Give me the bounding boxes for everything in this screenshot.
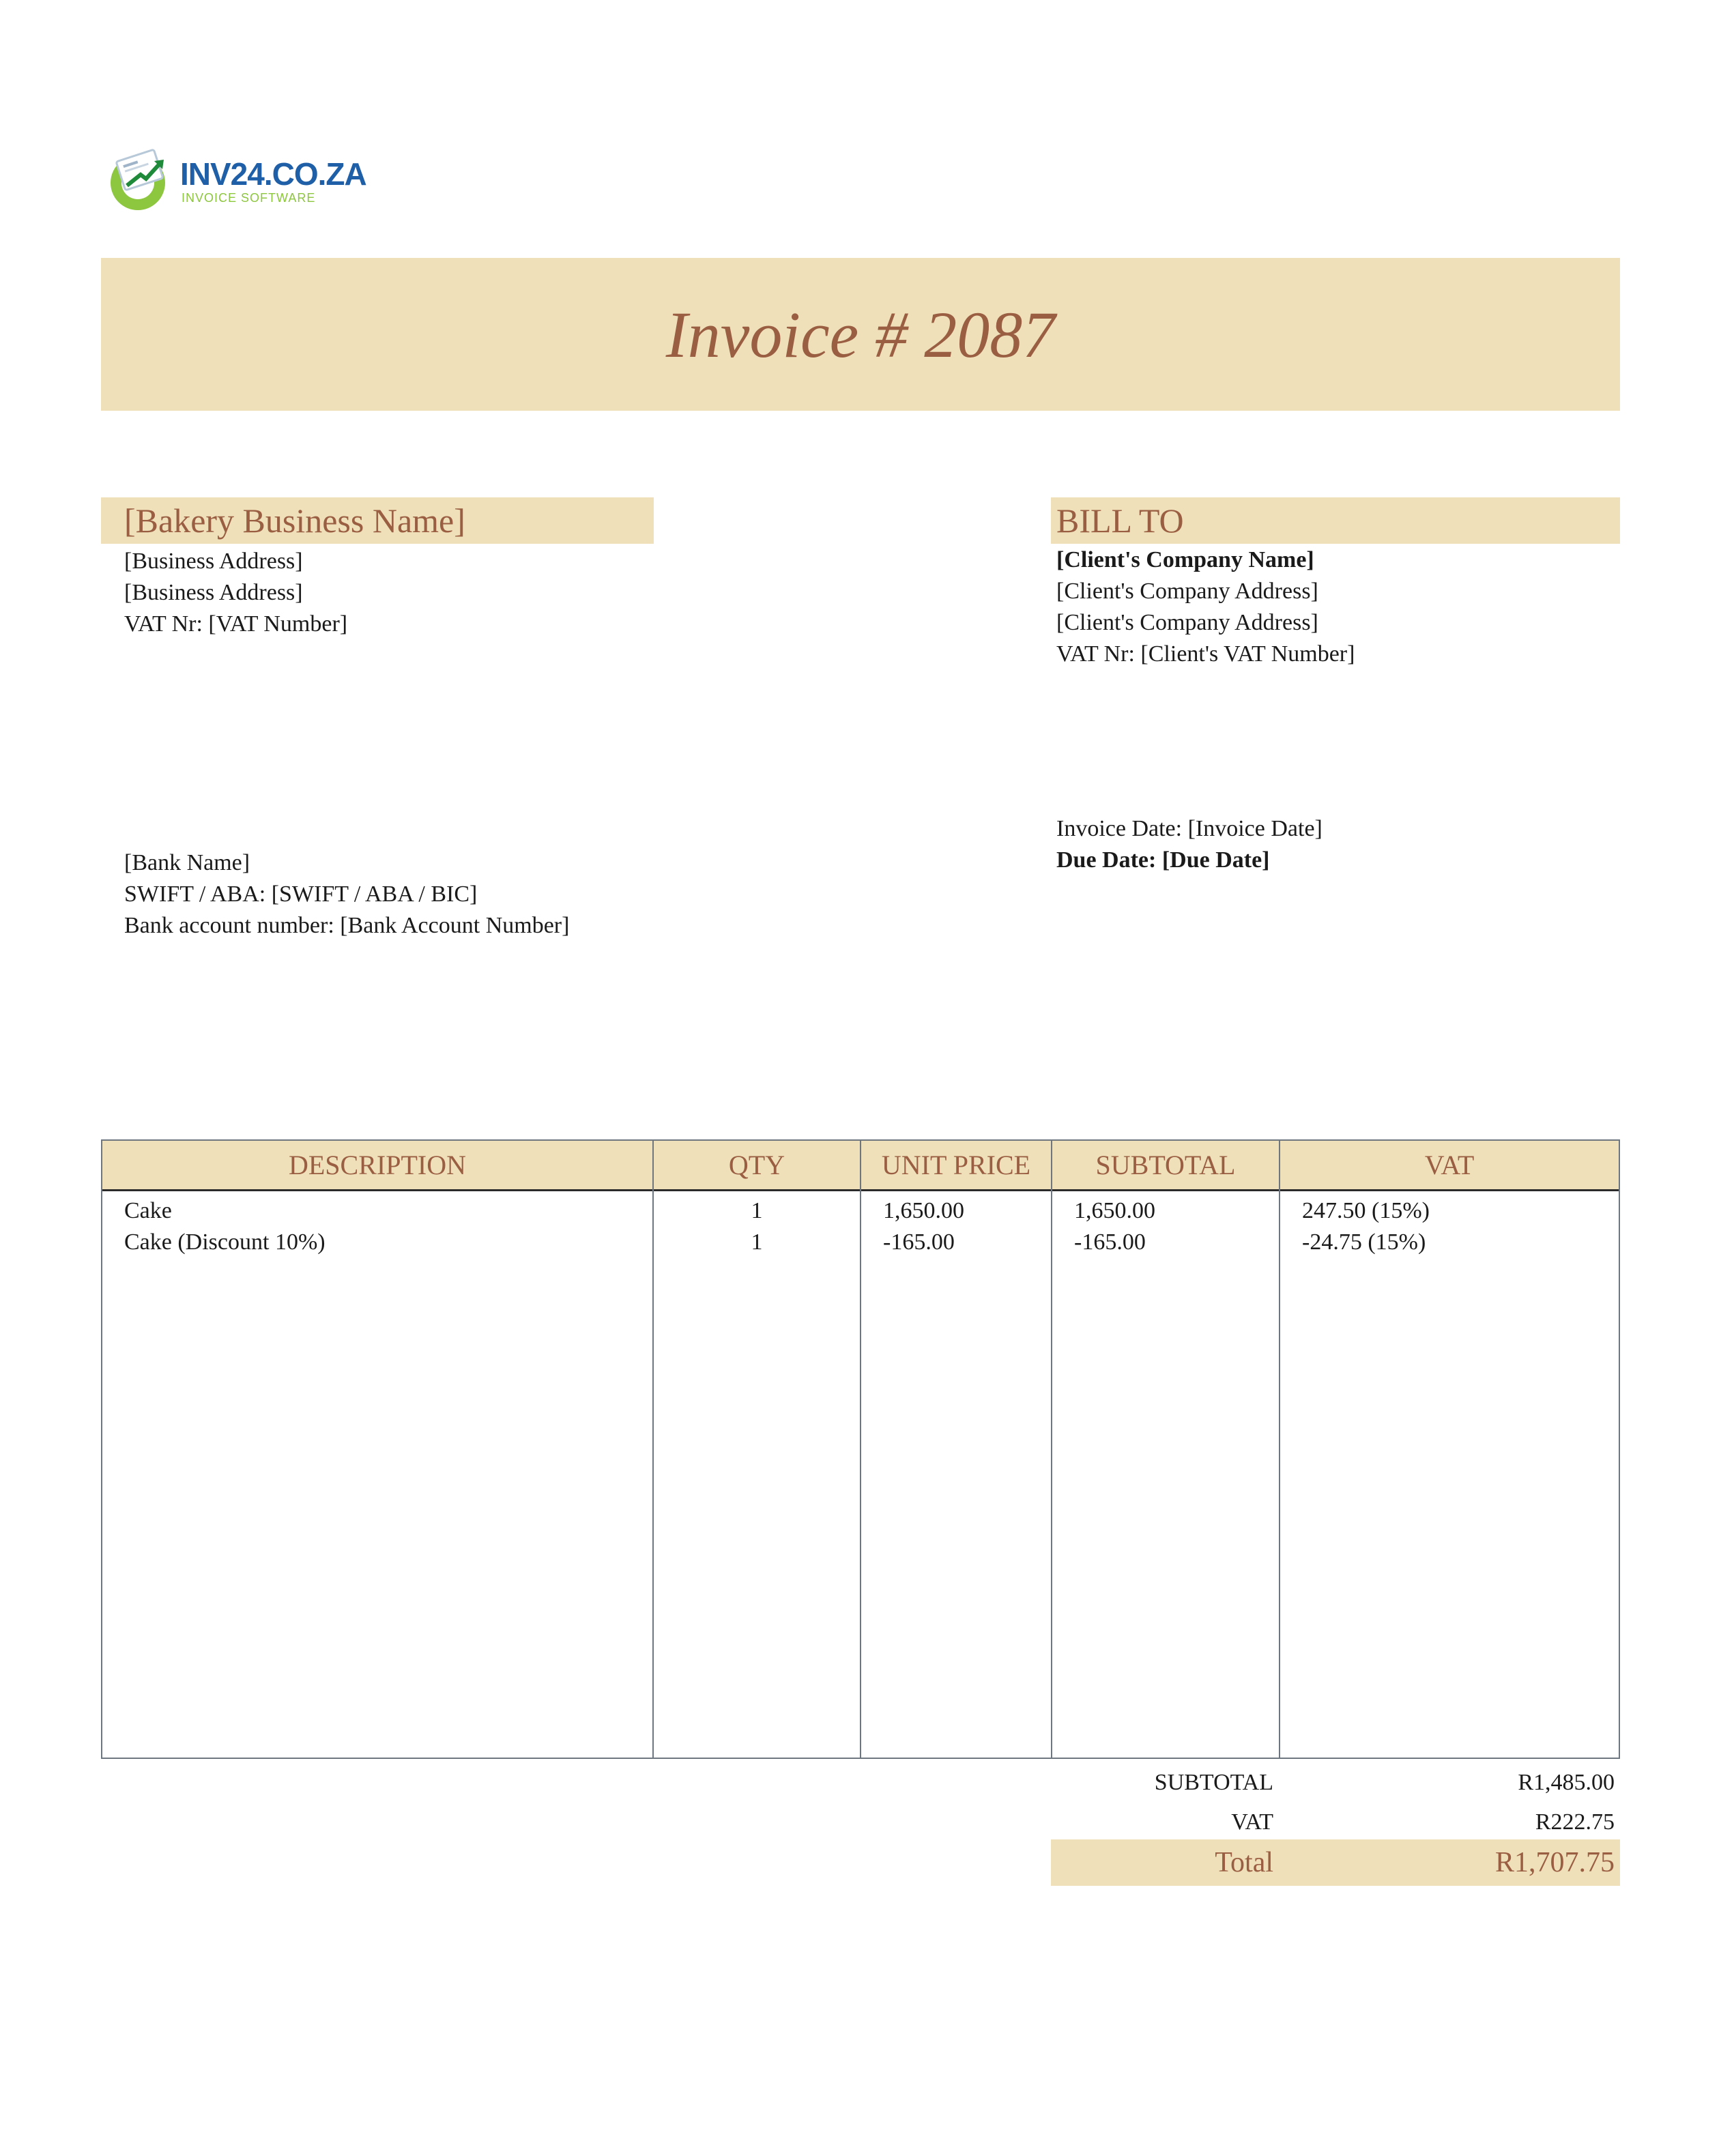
seller-business-name: [Bakery Business Name] [124,501,465,540]
subtotal-value: R1,485.00 [1518,1770,1615,1795]
logo-brand-text: INV24.CO.ZA [180,156,366,192]
bank-swift: SWIFT / ABA: [SWIFT / ABA / BIC] [124,882,478,907]
header-description: DESCRIPTION [288,1150,467,1180]
header-subtotal: SUBTOTAL [1095,1150,1236,1180]
invoice-logo-icon [106,143,175,212]
bank-details [124,847,569,942]
bank-name: [Bank Name] [124,850,250,875]
seller-vat: VAT Nr: [VAT Number] [124,611,348,637]
column-divider [1279,1141,1280,1758]
row-1-subtotal: 1,650.00 [1074,1198,1155,1223]
bank-account: Bank account number: [Bank Account Number] [124,913,570,938]
column-divider [860,1141,861,1758]
vat-label: VAT [1231,1809,1273,1835]
vat-value: R222.75 [1535,1809,1615,1835]
row-1-vat: 247.50 (15%) [1302,1198,1430,1223]
logo-tagline: INVOICE SOFTWARE [182,191,316,205]
invoice-title: Invoice # 2087 [665,297,1056,371]
row-2-unit-price: -165.00 [883,1229,955,1255]
total-value: R1,707.75 [1494,1847,1615,1878]
row-2-description: Cake (Discount 10%) [124,1229,326,1255]
client-vat: VAT Nr: [Client's VAT Number] [1056,641,1355,667]
invoice-date: Invoice Date: [Invoice Date] [1056,816,1323,841]
total-label: Total [1215,1847,1273,1878]
seller-address-1: [Business Address] [124,549,303,574]
header-vat: VAT [1424,1150,1475,1180]
client-address-2: [Client's Company Address] [1056,610,1318,635]
seller-address-2: [Business Address] [124,580,303,605]
header-unit-price: UNIT PRICE [881,1150,1031,1180]
row-2-qty: 1 [751,1229,763,1255]
subtotal-label: SUBTOTAL [1154,1770,1273,1795]
due-date: Due Date: [Due Date] [1056,847,1270,873]
client-address-1: [Client's Company Address] [1056,579,1318,604]
column-divider [1051,1141,1052,1758]
row-1-unit-price: 1,650.00 [883,1198,964,1223]
row-2-subtotal: -165.00 [1074,1229,1146,1255]
seller-details [124,546,347,640]
row-2-vat: -24.75 (15%) [1302,1229,1426,1255]
billto-label: BILL TO [1056,501,1184,540]
client-company-name: [Client's Company Name] [1056,547,1314,572]
invoice-dates [1056,813,1323,876]
client-details [1056,544,1355,670]
row-1-description: Cake [124,1198,172,1223]
row-1-qty: 1 [751,1198,763,1223]
header-qty: QTY [728,1150,785,1180]
company-logo [106,143,366,212]
